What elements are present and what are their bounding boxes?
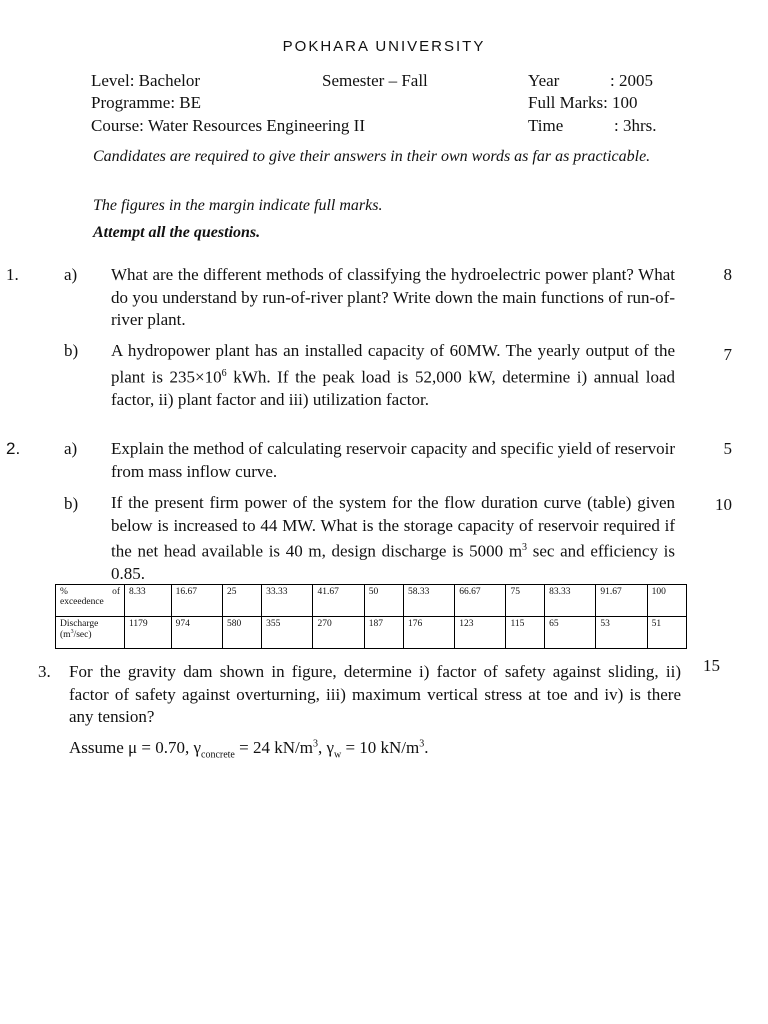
- question-1a-marks: 8: [723, 265, 732, 284]
- question-1-number: 1.: [6, 265, 19, 284]
- question-2b-marks: 10: [715, 495, 732, 514]
- instruction-marks: The figures in the margin indicate full marks.: [93, 197, 383, 214]
- question-2-number: 2.: [6, 439, 21, 458]
- table-cell: 53: [596, 617, 647, 649]
- question-1a-label: a): [64, 265, 78, 284]
- table-cell: 51: [647, 617, 686, 649]
- question-3-number: 3.: [38, 662, 51, 681]
- instruction-own-words: Candidates are required to give their answers in their own words as far as practicable.: [93, 148, 651, 165]
- university-title: POKHARA UNIVERSITY: [282, 38, 486, 55]
- question-3-marks: 15: [703, 656, 720, 675]
- time-value: : 3hrs.: [614, 116, 657, 135]
- table-cell: 65: [545, 617, 596, 649]
- table-cell: 355: [262, 617, 313, 649]
- course-text: Course: Water Resources Engineering II: [91, 116, 366, 135]
- table-cell: 75: [506, 585, 545, 617]
- table-cell: 25: [222, 585, 261, 617]
- table-row-discharge: [56, 617, 687, 649]
- table-header-exceedence: % of exceedence: [56, 585, 125, 617]
- table-cell: 41.67: [313, 585, 364, 617]
- flow-duration-table: [55, 584, 687, 649]
- table-cell: 270: [313, 617, 364, 649]
- table-row-exceedence: [56, 585, 687, 617]
- question-1b-label: b): [64, 341, 79, 360]
- question-2a-marks: 5: [723, 439, 732, 458]
- table-cell: 91.67: [596, 585, 647, 617]
- full-marks-text: Full Marks: 100: [528, 93, 638, 112]
- question-1b-marks: 7: [723, 345, 732, 364]
- instruction-attempt-all: Attempt all the questions.: [93, 224, 261, 241]
- question-3-assumptions: Assume μ = 0.70, $\gamma_{concrete} = 24$ $kN/m^3$, $\gamma_w = 10$ $kN/m^3$.: [69, 738, 429, 761]
- year-value: : 2005: [610, 71, 653, 90]
- table-cell: 176: [403, 617, 454, 649]
- table-cell: 16.67: [171, 585, 222, 617]
- question-3-text: For the gravity dam shown in figure, determine i) factor of safety against sliding, ii) factor of safety against overturning, iii) maximum vertical stress at toe and iv) is there any tension?: [69, 662, 681, 726]
- question-2b-label: b): [64, 494, 79, 513]
- table-cell: 58.33: [403, 585, 454, 617]
- semester-text: Semester – Fall: [322, 71, 428, 90]
- time-label: Time: [528, 116, 564, 135]
- table-cell: 100: [647, 585, 686, 617]
- table-cell: 115: [506, 617, 545, 649]
- question-1b-text: A hydropower plant has an installed capacity of 60MW. The yearly output of the plant is $235\times 10^6$ kWh. If the peak load is 52,000 kW, determine i) annual load factor, ii) plant factor and iii) utilization factor.: [111, 341, 675, 409]
- programme-text: Programme: BE: [91, 93, 202, 112]
- table-cell: 8.33: [125, 585, 172, 617]
- table-cell: 974: [171, 617, 222, 649]
- question-1a-text: What are the different methods of classifying the hydroelectric power plant? What do you understand by run-of-river plant? Write down the main functions of run-of-river plant.: [111, 265, 675, 329]
- table-cell: 83.33: [545, 585, 596, 617]
- table-cell: 123: [455, 617, 506, 649]
- question-2b-text: If the present firm power of the system for the flow duration curve (table) given below is increased to 44 MW. What is the storage capacity of reservoir required if the net head available is 40 m, design discharge is 5000 $m^3$ sec and efficiency is 0.85.: [111, 493, 675, 584]
- table-header-discharge: Discharge $(m^3/\sec)$: [56, 617, 125, 649]
- level-text: Level: Bachelor: [91, 71, 201, 90]
- table-cell: 187: [364, 617, 403, 649]
- year-label: Year: [528, 71, 560, 90]
- table-cell: 66.67: [455, 585, 506, 617]
- question-2a-text: Explain the method of calculating reservoir capacity and specific yield of reservoir from mass inflow curve.: [111, 439, 675, 481]
- table-cell: 1179: [125, 617, 172, 649]
- table-cell: 50: [364, 585, 403, 617]
- table-cell: 33.33: [262, 585, 313, 617]
- table-cell: 580: [222, 617, 261, 649]
- question-2a-label: a): [64, 439, 78, 458]
